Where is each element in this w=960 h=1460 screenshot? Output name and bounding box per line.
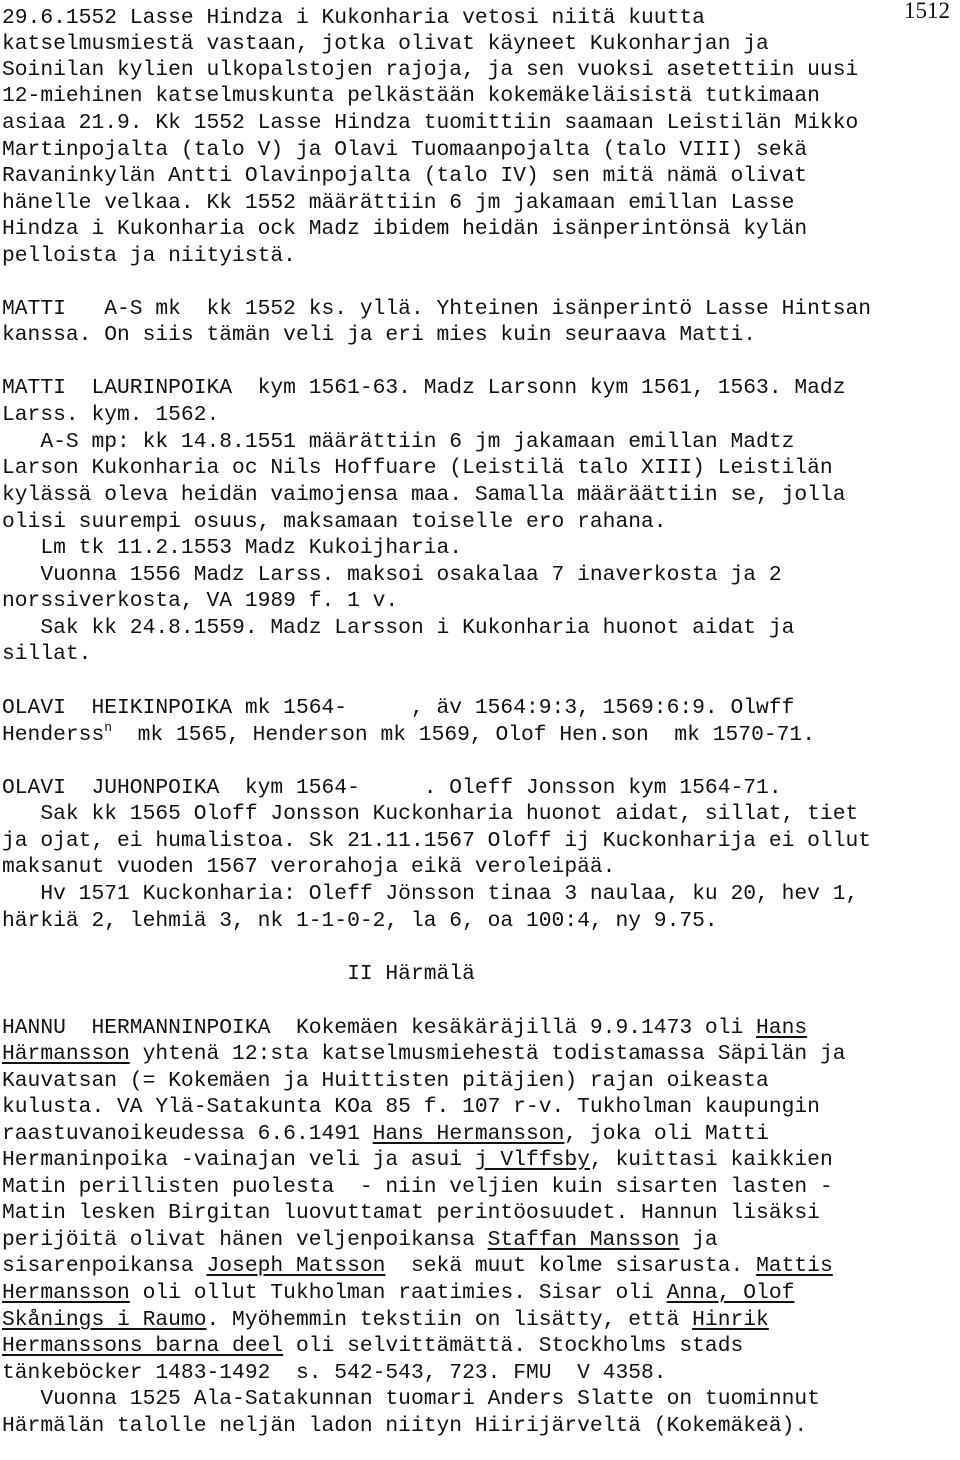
text-line (2, 801, 858, 827)
text-line (2, 1307, 769, 1333)
text-line (2, 137, 807, 163)
text-line (2, 322, 756, 348)
text-line (2, 1360, 667, 1386)
text-line (2, 1200, 820, 1226)
line-text: Matin lesken Birgitan luovuttamat perintöosuudet. Hannun lisäksi (2, 1201, 820, 1225)
line-text: kylässä oleva heidän vaimojensa maa. Samalla määräättiin se, jolla (2, 483, 846, 507)
text-line (2, 562, 782, 588)
line-text: olisi suurempi osuus, maksamaan toiselle ero rahana. (2, 510, 667, 534)
text-line (2, 83, 820, 109)
text-line (2, 1174, 833, 1200)
text-line (2, 1333, 743, 1359)
text-line (2, 881, 858, 907)
line-text: MATTI A-S mk kk 1552 ks. yllä. Yhteinen isänperintö Lasse Hintsan (2, 297, 872, 321)
text-line (2, 1094, 820, 1120)
text-line (2, 961, 475, 987)
text-line (2, 1041, 846, 1067)
line-text: katselmusmiestä vastaan, jotka olivat käyneet Kukonharjan ja (2, 32, 769, 56)
line-text: HANNU HERMANNINPOIKA Kokemäen kesäkäräjillä 9.9.1473 oli (2, 1016, 757, 1040)
line-text: Martinpojalta (talo V) ja Olavi Tuomaanpojalta (talo VIII) sekä (2, 138, 808, 162)
line-text: Kauvatsan (= Kokemäen ja Huittisten pitäjien) rajan oikeasta (2, 1069, 769, 1093)
text-line (2, 455, 833, 481)
underlined-name: Hermanssons barna deel (2, 1334, 284, 1358)
text-line (2, 216, 807, 242)
line-text: tänkeböcker 1483-1492 s. 542-543, 723. FMU V 4358. (2, 1361, 667, 1385)
line-text: yhtenä 12:sta katselmusmiehestä todistamassa Säpilän ja (129, 1042, 846, 1066)
text-line (2, 854, 615, 880)
line-text: 12-miehinen katselmuskunta pelkästään kokemäkeläisistä tutkimaan (2, 84, 820, 108)
line-text: mk 1565, Henderson mk 1569, Olof Hen.son mk 1570-71. (112, 723, 815, 747)
text-line (2, 828, 871, 854)
underlined-name: Anna, Olof (666, 1281, 795, 1305)
text-line (2, 908, 718, 934)
text-line (2, 402, 219, 428)
underlined-name: Hinrik (692, 1308, 769, 1332)
line-text: II Härmälä (2, 962, 475, 986)
line-text: kulusta. VA Ylä-Satakunta KOa 85 f. 107 r-v. Tukholman kaupungin (2, 1095, 820, 1119)
text-line (2, 5, 705, 31)
line-text: Lm tk 11.2.1553 Madz Kukoijharia. (2, 536, 463, 560)
underlined-name: Joseph Matsson (206, 1254, 386, 1278)
line-text: sillat. (2, 642, 92, 666)
line-text: Henderss (2, 723, 105, 747)
text-line (2, 296, 871, 322)
line-text: 29.6.1552 Lasse Hindza i Kukonharia vetosi niitä kuutta (2, 6, 705, 30)
text-line (2, 535, 462, 561)
text-line (2, 615, 794, 641)
text-line (2, 31, 769, 57)
text-line (2, 1068, 769, 1094)
line-text: Härmälän talolle neljän ladon niityn Hiirijärveltä (Kokemäkeä). (2, 1414, 808, 1438)
line-text: OLAVI HEIKINPOIKA mk 1564- , äv 1564:9:3, 1569:6:9. Olwff (2, 696, 795, 720)
line-text: OLAVI JUHONPOIKA kym 1564- . Oleff Jonsson kym 1564-71. (2, 776, 782, 800)
line-text: Hv 1571 Kuckonharia: Oleff Jönsson tinaa 3 naulaa, ku 20, hev 1, (2, 882, 859, 906)
page-number: 1512 (904, 0, 950, 23)
text-line (2, 695, 794, 721)
text-line (2, 641, 91, 667)
text-line (2, 163, 807, 189)
text-line (2, 1253, 833, 1279)
line-text: Ravaninkylän Antti Olavinpojalta (talo IV) sen mitä nämä olivat (2, 164, 808, 188)
line-text: . Myöhemmin tekstiin on lisätty, että (206, 1308, 693, 1332)
underlined-name: j Vlffsby (474, 1148, 590, 1172)
text-line (2, 775, 782, 801)
line-text: Hermaninpoika -vainajan veli ja asui (2, 1148, 475, 1172)
text-line (2, 722, 815, 748)
line-text: asiaa 21.9. Kk 1552 Lasse Hindza tuomittiin saamaan Leistilän Mikko (2, 111, 859, 135)
text-line (2, 1227, 718, 1253)
line-text: pelloista ja niityistä. (2, 244, 296, 268)
underlined-name: Mattis (756, 1254, 833, 1278)
line-text: Larson Kukonharia oc Nils Hoffuare (Leistilä talo XIII) Leistilän (2, 456, 833, 480)
line-text: Vuonna 1556 Madz Larss. maksoi osakalaa 7 inaverkosta ja 2 (2, 563, 782, 587)
line-text: härkiä 2, lehmiä 3, nk 1-1-0-2, la 6, oa 100:4, ny 9.75. (2, 909, 718, 933)
superscript: n (104, 720, 113, 735)
line-text: hänelle velkaa. Kk 1552 määrättiin 6 jm jakamaan emillan Lasse (2, 191, 795, 215)
text-line (2, 1386, 820, 1412)
line-text: raastuvanoikeudessa 6.6.1491 (2, 1122, 373, 1146)
line-text: Soinilan kylien ulkopalstojen rajoja, ja sen vuoksi asetettiin uusi (2, 58, 859, 82)
text-line (2, 1015, 807, 1041)
underlined-name: Hans (756, 1016, 808, 1040)
underlined-name: Skånings i Raumo (2, 1308, 207, 1332)
line-text: MATTI LAURINPOIKA kym 1561-63. Madz Larsonn kym 1561, 1563. Madz (2, 376, 846, 400)
text-line (2, 57, 858, 83)
text-line (2, 110, 858, 136)
line-text: , kuittasi kaikkien (589, 1148, 833, 1172)
line-text: Matin perillisten puolesta - niin veljien kuin sisarten lasten - (2, 1175, 833, 1199)
text-line (2, 588, 398, 614)
line-text: ja (679, 1228, 718, 1252)
line-text: kanssa. On siis tämän veli ja eri mies kuin seuraava Matti. (2, 323, 757, 347)
line-text: maksanut vuoden 1567 verorahoja eikä veroleipää. (2, 855, 616, 879)
line-text: oli selvittämättä. Stockholms stads (283, 1334, 744, 1358)
text-line (2, 190, 794, 216)
text-line (2, 1413, 807, 1439)
line-text: , joka oli Matti (564, 1122, 769, 1146)
line-text: Sak kk 1565 Oloff Jonsson Kuckonharia huonot aidat, sillat, tiet (2, 802, 859, 826)
line-text: Sak kk 24.8.1559. Madz Larsson i Kukonharia huonot aidat ja (2, 616, 795, 640)
line-text: Hindza i Kukonharia ock Madz ibidem heidän isänperintönsä kylän (2, 217, 808, 241)
line-text: norssiverkosta, VA 1989 f. 1 v. (2, 589, 399, 613)
text-line (2, 1121, 769, 1147)
line-text: ja ojat, ei humalistoa. Sk 21.11.1567 Oloff ij Kuckonharija ei ollut (2, 829, 872, 853)
underlined-name: Hermansson (2, 1281, 130, 1305)
line-text: Larss. kym. 1562. (2, 403, 220, 427)
text-line (2, 1147, 833, 1173)
text-line (2, 1280, 794, 1306)
line-text: sekä muut kolme sisarusta. (385, 1254, 757, 1278)
text-line (2, 243, 296, 269)
line-text: A-S mp: kk 14.8.1551 määrättiin 6 jm jakamaan emillan Madtz (2, 430, 795, 454)
text-line (2, 375, 846, 401)
underlined-name: Hans Hermansson (372, 1122, 565, 1146)
line-text: oli ollut Tukholman raatimies. Sisar oli (129, 1281, 667, 1305)
line-text: Vuonna 1525 Ala-Satakunnan tuomari Anders Slatte on tuominnut (2, 1387, 820, 1411)
text-line (2, 429, 794, 455)
line-text: perijöitä olivat hänen veljenpoikansa (2, 1228, 488, 1252)
underlined-name: Staffan Mansson (487, 1228, 680, 1252)
underlined-name: Härmansson (2, 1042, 130, 1066)
text-line (2, 509, 667, 535)
line-text: sisarenpoikansa (2, 1254, 207, 1278)
text-line (2, 482, 846, 508)
